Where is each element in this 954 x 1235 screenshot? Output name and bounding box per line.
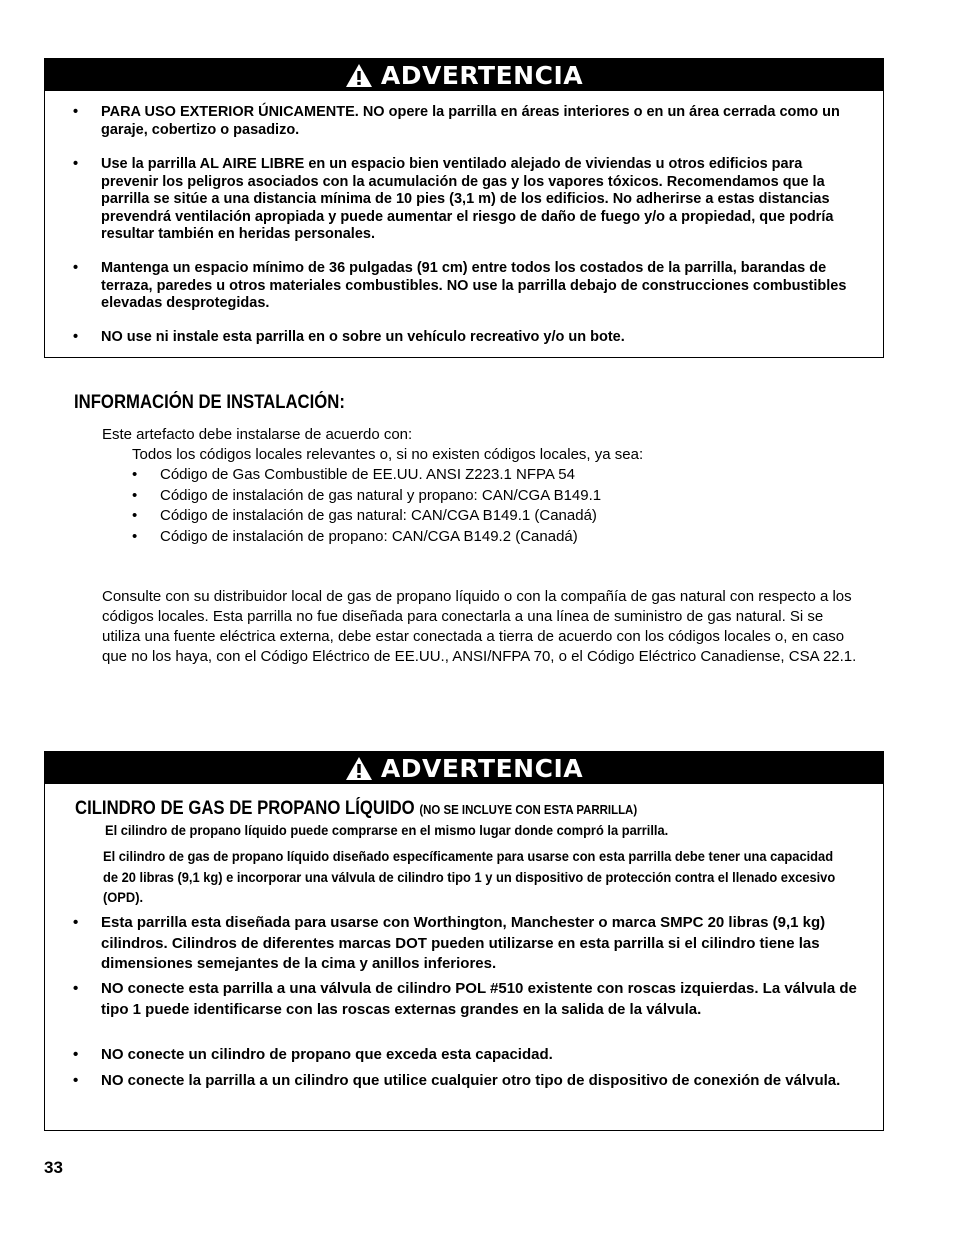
list-item: • NO conecte la parrilla a un cilindro que utilice cualquier otro tipo de dispositivo de conexión de válvula.: [73, 1072, 841, 1089]
warning-box-propane-cylinder: [44, 751, 884, 1131]
cylinder-purchase-note: El cilindro de propano líquido puede comprarse en el mismo lugar donde compró la parrilla.: [105, 822, 669, 838]
warning-header: [45, 752, 883, 784]
page-number: 33: [44, 1158, 63, 1177]
warning-triangle-icon: [345, 63, 373, 88]
warning-triangle-icon: [345, 756, 373, 781]
installation-intro: Este artefacto debe instalarse de acuerdo con:: [102, 426, 413, 443]
list-item: • Código de instalación de propano: CAN/CGA B149.2 (Canadá): [132, 527, 578, 545]
installation-title: INFORMACIÓN DE INSTALACIÓN:: [74, 392, 345, 413]
warning-header: [45, 59, 883, 91]
list-item: • NO conecte un cilindro de propano que exceda esta capacidad.: [73, 1046, 553, 1063]
list-item: • Código de Gas Combustible de EE.UU. ANSI Z223.1 NFPA 54: [132, 466, 575, 483]
warning-title: ADVERTENCIA: [380, 60, 584, 90]
list-item: • PARA USO EXTERIOR ÚNICAMENTE. NO opere la parrilla en áreas interiores o en un área cerrada como un garaje, cobertizo o pasadizo.: [73, 104, 840, 138]
installation-sub-intro: Todos los códigos locales relevantes o, si no existen códigos locales, ya sea:: [132, 446, 644, 463]
cylinder-note: (NO SE INCLUYE CON ESTA PARRILLA): [419, 802, 638, 817]
list-item: • Código de instalación de gas natural y propano: CAN/CGA B149.1: [132, 486, 602, 504]
list-item: • Esta parrilla esta diseñada para usarse con Worthington, Manchester o marca SMPC 20 libras (9,1 kg) cilindros. Cilindros de diferentes marcas DOT pueden utilizarse en esta parrilla si el cilindro tiene las dimensiones semejantes de la cima y anillos inferiores.: [73, 914, 826, 972]
cylinder-title: CILINDRO DE GAS DE PROPANO LÍQUIDO (NO SE INCLUYE CON ESTA PARRILLA): [75, 798, 638, 819]
list-item: • Código de instalación de gas natural: CAN/CGA B149.1 (Canadá): [132, 507, 597, 524]
list-item: • Use la parrilla AL AIRE LIBRE en un espacio bien ventilado alejado de viviendas u otros edificios para prevenir los peligros asociados con la acumulación de gas y los vapores tóxicos. Recomendamos que la parrilla se sitúe a una distancia mínima de 10 pies (3,1 m) de los edificios. No adherirse a estas distancias prevendrá ventilación apropiada y puede aumentar el riesgo de daño de fuego y/o a propiedad, que podría resultar también en heridas personales.: [73, 156, 834, 242]
warning-box-outdoor-use: [44, 58, 884, 358]
codes-list: [132, 465, 601, 547]
list-item: • NO conecte esta parrilla a una válvula de cilindro POL #510 existente con roscas izquierdas. La válvula de tipo 1 puede identificarse con las roscas externas grandes en la salida de la válvula.: [73, 980, 857, 1018]
warning-title: ADVERTENCIA: [380, 753, 584, 783]
list-item: • Mantenga un espacio mínimo de 36 pulgadas (91 cm) entre todos los costados de la parrilla, barandas de terraza, paredes u otros materiales combustibles. NO use la parrilla debajo de construcciones combustibles elevadas desprotegidas.: [73, 260, 847, 311]
cylinder-spec-note: El cilindro de gas de propano líquido diseñado específicamente para usarse con esta parrilla debe tener una capacidad de 20 libras (9,1 kg) e incorporar una válvula de cilindro tipo 1 y un dispositivo de protección contra el llenado excesivo (OPD).: [103, 848, 836, 905]
installation-paragraph: Consulte con su distribuidor local de gas de propano líquido o con la compañía de gas natural con respecto a los códigos locales. Esta parrilla no fue diseñada para conectarla a una línea de suministro de gas natural. Si se utiliza una fuente eléctrica externa, debe estar conectada a tierra de acuerdo con los códigos locales o, en caso que no los haya, con el Código Eléctrico de EE.UU., ANSI/NFPA 70, o el Código Eléctrico Canadiense, CSA 22.1.: [102, 588, 857, 665]
list-item: • NO use ni instale esta parrilla en o sobre un vehículo recreativo y/o un bote.: [73, 329, 625, 345]
